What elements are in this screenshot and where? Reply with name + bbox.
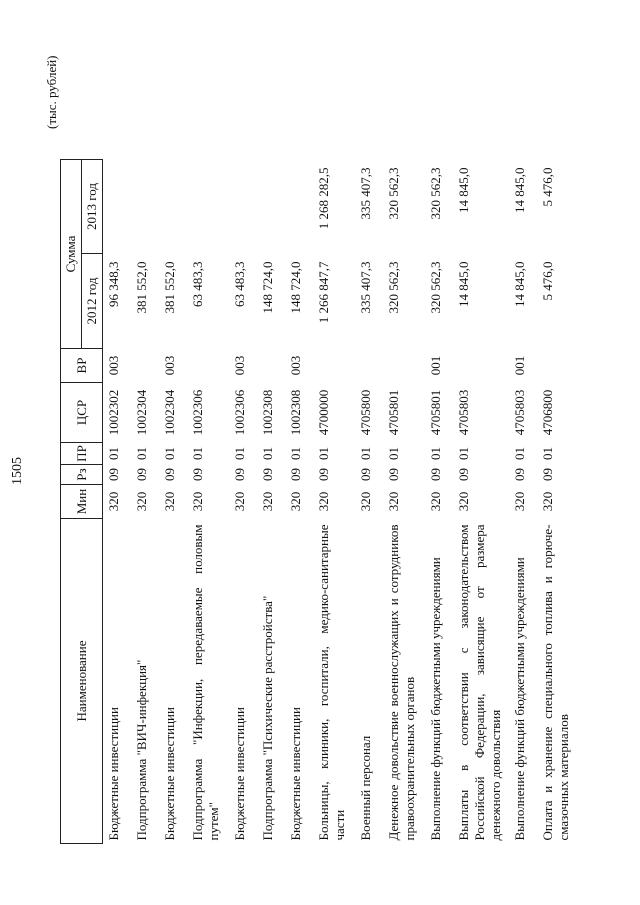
table-row — [537, 160, 579, 844]
row-min: 320 — [232, 491, 247, 512]
row-rz: 09 — [232, 468, 247, 481]
row-2012: 14 845,0 — [456, 261, 471, 307]
row-rz: 09 — [512, 468, 527, 481]
row-csr: 4705803 — [456, 389, 471, 436]
row-vr: 001 — [512, 355, 527, 376]
row-name: Выполнение функций бюджетными учреждениями — [428, 557, 443, 841]
row-pr: 01 — [540, 447, 555, 460]
row-csr: 4706800 — [540, 389, 555, 436]
row-name: Военный персонал — [358, 735, 373, 841]
row-min: 320 — [134, 491, 149, 512]
row-pr: 01 — [134, 447, 149, 460]
header-min: Мин — [61, 485, 103, 519]
row-min: 320 — [260, 491, 275, 512]
row-csr: 1002304 — [134, 389, 149, 436]
row-csr: 1002302 — [106, 389, 121, 436]
row-2013: 320 562,3 — [428, 167, 443, 220]
row-csr: 4705801 — [428, 389, 443, 436]
row-2013: 335 407,3 — [358, 167, 373, 220]
row-csr: 1002308 — [260, 389, 275, 436]
row-min: 320 — [456, 491, 471, 512]
table-row — [355, 160, 383, 844]
row-pr: 01 — [162, 447, 177, 460]
header-sum: Сумма — [61, 160, 82, 349]
header-csr: ЦСР — [61, 383, 103, 443]
row-rz: 09 — [428, 468, 443, 481]
row-pr: 01 — [386, 447, 401, 460]
row-csr: 1002304 — [162, 389, 177, 436]
row-rz: 09 — [386, 468, 401, 481]
row-name: Выполнение функций бюджетными учреждениями — [512, 557, 527, 841]
row-vr: 003 — [232, 355, 247, 376]
row-2013 — [229, 160, 257, 254]
table-row — [229, 160, 257, 844]
row-min: 320 — [428, 491, 443, 512]
row-csr: 1002308 — [288, 389, 303, 436]
row-csr: 4705801 — [386, 389, 401, 436]
row-csr: 4700000 — [316, 389, 331, 436]
row-2012: 148 724,0 — [260, 261, 275, 314]
row-name: Денежное довольствие военнослужащих и сотрудников правоохранительных органов — [386, 524, 417, 841]
row-2013 — [131, 160, 159, 254]
table-row — [103, 160, 132, 844]
row-pr: 01 — [260, 447, 275, 460]
row-min: 320 — [190, 491, 205, 512]
row-2012: 381 552,0 — [134, 261, 149, 314]
row-rz: 09 — [316, 468, 331, 481]
row-name: Бюджетные инвестиции — [162, 707, 177, 841]
table-row — [313, 160, 355, 844]
row-csr: 4705800 — [358, 389, 373, 436]
table-row — [187, 160, 229, 844]
row-csr: 4705803 — [512, 389, 527, 436]
row-vr — [257, 349, 285, 383]
row-2012: 335 407,3 — [358, 261, 373, 314]
row-vr — [187, 349, 229, 383]
row-name: Бюджетные инвестиции — [106, 707, 121, 841]
row-rz: 09 — [260, 468, 275, 481]
row-rz: 09 — [456, 468, 471, 481]
table-row — [383, 160, 425, 844]
row-name: Оплата и хранение специального топлива и горюче-смазочных материалов — [540, 524, 571, 841]
row-pr: 01 — [358, 447, 373, 460]
row-rz: 09 — [162, 468, 177, 481]
header-rz: Рз — [61, 465, 103, 485]
row-min: 320 — [288, 491, 303, 512]
row-vr: 003 — [288, 355, 303, 376]
row-vr — [453, 349, 509, 383]
row-pr: 01 — [190, 447, 205, 460]
table-row — [509, 160, 537, 844]
row-2012: 320 562,3 — [386, 261, 401, 314]
table-row — [131, 160, 159, 844]
page-number: 1505 — [10, 457, 25, 485]
table-row — [453, 160, 509, 844]
header-vr: ВР — [61, 349, 103, 383]
row-2012: 14 845,0 — [512, 261, 527, 307]
row-rz: 09 — [288, 468, 303, 481]
table-row — [285, 160, 313, 844]
row-name: Подпрограмма "Психические расстройства" — [260, 595, 275, 841]
row-2012: 148 724,0 — [288, 261, 303, 314]
row-name: Больницы, клиники, госпитали, медико-санитарные части — [316, 524, 347, 841]
header-2013: 2013 год — [82, 160, 103, 254]
row-2012: 1 266 847,7 — [316, 261, 331, 324]
row-2013 — [187, 160, 229, 254]
row-pr: 01 — [456, 447, 471, 460]
row-pr: 01 — [106, 447, 121, 460]
row-pr: 01 — [288, 447, 303, 460]
units-label: (тыс. рублей) — [44, 55, 59, 129]
row-rz: 09 — [190, 468, 205, 481]
row-name: Подпрограмма "ВИЧ-инфекция" — [134, 659, 149, 841]
row-min: 320 — [316, 491, 331, 512]
row-2013 — [257, 160, 285, 254]
row-rz: 09 — [358, 468, 373, 481]
row-2012: 96 348,3 — [106, 261, 121, 307]
row-min: 320 — [512, 491, 527, 512]
row-pr: 01 — [512, 447, 527, 460]
row-name: Выплаты в соответствии с законодательством Российской Федерации, зависящие от размера денежного довольствия — [456, 524, 503, 841]
row-name: Бюджетные инвестиции — [232, 707, 247, 841]
row-name: Подпрограмма "Инфекции, передаваемые половым путем" — [190, 524, 221, 841]
row-min: 320 — [358, 491, 373, 512]
row-2013: 5 476,0 — [540, 167, 555, 207]
table-row — [425, 160, 453, 844]
row-vr — [313, 349, 355, 383]
row-vr — [537, 349, 579, 383]
row-min: 320 — [106, 491, 121, 512]
row-2012: 5 476,0 — [540, 261, 555, 301]
row-name: Бюджетные инвестиции — [288, 707, 303, 841]
row-vr — [355, 349, 383, 383]
row-csr: 1002306 — [190, 389, 205, 436]
row-min: 320 — [162, 491, 177, 512]
row-2013: 14 845,0 — [456, 167, 471, 213]
row-2013 — [159, 160, 187, 254]
row-2013 — [285, 160, 313, 254]
row-min: 320 — [540, 491, 555, 512]
row-vr — [131, 349, 159, 383]
row-2012: 381 552,0 — [162, 261, 177, 314]
header-pr: ПР — [61, 443, 103, 465]
table-row — [257, 160, 285, 844]
row-vr — [383, 349, 425, 383]
row-vr: 003 — [162, 355, 177, 376]
header-name: Наименование — [61, 519, 103, 844]
row-pr: 01 — [316, 447, 331, 460]
row-pr: 01 — [428, 447, 443, 460]
row-rz: 09 — [540, 468, 555, 481]
header-2012: 2012 год — [82, 254, 103, 349]
row-vr: 003 — [106, 355, 121, 376]
row-vr: 001 — [428, 355, 443, 376]
row-csr: 1002306 — [232, 389, 247, 436]
row-rz: 09 — [106, 468, 121, 481]
table-row — [159, 160, 187, 844]
row-2013 — [103, 160, 132, 254]
row-2012: 320 562,3 — [428, 261, 443, 314]
row-min: 320 — [386, 491, 401, 512]
row-2012: 63 483,3 — [190, 261, 205, 307]
budget-table — [60, 159, 579, 844]
row-2013: 320 562,3 — [386, 167, 401, 220]
row-2013: 14 845,0 — [512, 167, 527, 213]
row-pr: 01 — [232, 447, 247, 460]
row-2012: 63 483,3 — [232, 261, 247, 307]
row-2013: 1 268 282,5 — [316, 167, 331, 230]
row-rz: 09 — [134, 468, 149, 481]
